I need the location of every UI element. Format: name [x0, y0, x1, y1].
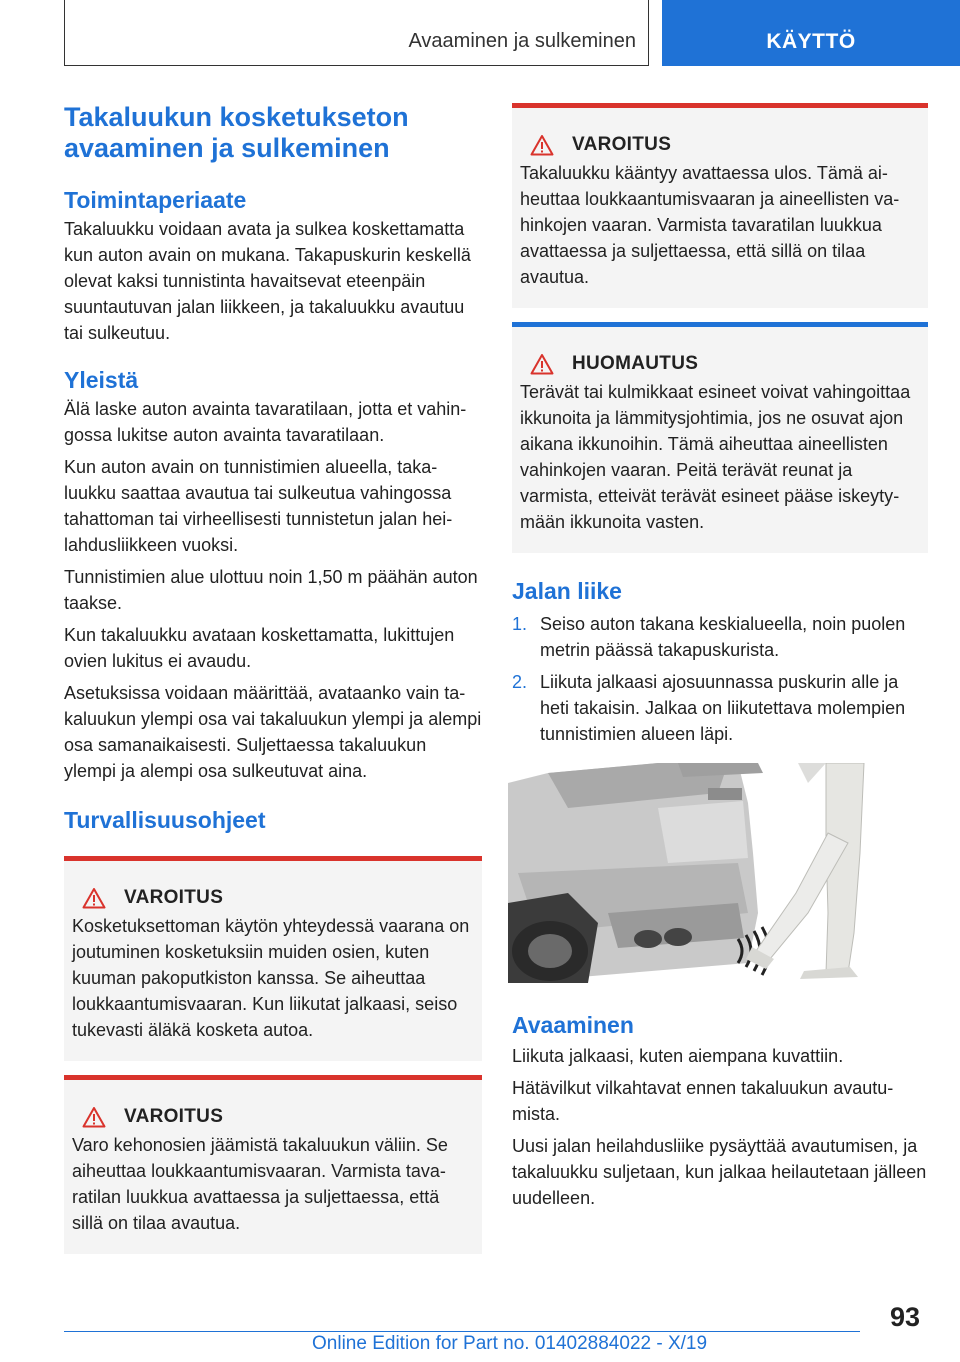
warning-triangle-icon — [530, 134, 554, 156]
opening-paragraph-1: Liikuta jalkaasi, kuten aiempana kuvattiin. — [512, 1046, 844, 1066]
warning-box-3-text: Takaluukku kääntyy avattaessa ulos. Tämä aiheuttaa loukkaantumisvaaran ja aineellisten vahinkojen vaaran. Varmista tavaratilan luukkua avattaessa ja suljettaessa, että sillä on tilaa avautua. — [520, 163, 900, 287]
right-column — [512, 103, 928, 1211]
principle-heading: Toimintaperiaate — [64, 187, 247, 213]
warning-box-1 — [64, 856, 482, 1061]
warning-box-1-title — [82, 887, 474, 909]
warning-box-3-title — [530, 134, 920, 156]
warning-triangle-icon — [82, 887, 106, 909]
opening-paragraph-2: Hätävilkut vilkahtavat ennen takaluukun avautumista. — [512, 1078, 894, 1124]
principle-text: Takaluukku voidaan avata ja sulkea koskettamatta kun auton avain on mukana. Takapuskurin keskellä olevat kaksi tunnistinta havaitsevat eteenpäin suuntautuvan jalan liikkeen, ja takaluukku avautuu tai sulkeutuu. — [64, 219, 471, 343]
notice-box-title — [530, 353, 920, 375]
main-title: Takaluukun kosketukseton avaaminen ja sulkeminen — [64, 102, 409, 163]
step-text: Liikuta jalkaasi ajosuunnassa puskurin alle ja heti takaisin. Jalkaa on liikutettava molempien tunnistimien alueen läpi. — [540, 672, 906, 744]
step-number: 1. — [512, 614, 528, 634]
general-paragraph-2: Kun auton avain on tunnistimien alueella, takaluukku saattaa avautua tai sulkeutua vahingossa tahattoman tai virheellisesti tunnistetun jalan heilahdusliikkeen vuoksi. — [64, 457, 453, 555]
header-section-box — [64, 0, 649, 66]
warning-box-2-title — [82, 1106, 474, 1128]
notice-box — [512, 322, 928, 553]
header-section-title: Avaaminen ja sulkeminen — [408, 30, 636, 52]
notice-box-label: HUOMAUTUS — [572, 353, 699, 374]
general-paragraph-4: Kun takaluukku avataan koskettamatta, lukittujen ovien lukitus ei avaudu. — [64, 625, 455, 671]
warning-box-3 — [512, 103, 928, 308]
page-number: 93 — [890, 1302, 921, 1332]
left-column — [64, 102, 482, 1254]
opening-heading: Avaaminen — [512, 1012, 634, 1038]
step-list — [512, 611, 928, 747]
general-paragraph-5: Asetuksissa voidaan määrittää, avataanko vain takaluukun ylempi osa vai takaluukun ylempi ja alempi osa samanaikaisesti. Suljettaessa takaluukun ylempi ja alempi osa sulkeutuvat aina. — [64, 683, 482, 781]
header-chapter-tab — [662, 0, 960, 66]
foot-movement-heading: Jalan liike — [512, 578, 622, 604]
header-chapter-label: KÄYTTÖ — [766, 30, 856, 53]
warning-box-1-text: Kosketuksettoman käytön yhteydessä vaarana on joutuminen kosketuksiin muiden osien, kuten kuuman pakoputkiston kanssa. Se aiheuttaa loukkaantumisvaaran. Kun liikutat jalkaasi, seiso tukevasti äläkä kosketa autoa. — [72, 916, 470, 1040]
notice-box-text: Terävät tai kulmikkaat esineet voivat vahingoittaa ikkunoita ja lämmitysjohtimia, jos ne osuvat ajon aikana ikkunoihin. Tämä aiheuttaa aineellisten vahinkojen vaaran. Peitä terävät reunat ja varmista, etteivät terävät esineet pääse iskeytymään ikkunoita vasten. — [520, 382, 911, 532]
step-number: 2. — [512, 672, 528, 692]
general-heading: Yleistä — [64, 367, 139, 393]
warning-box-2 — [64, 1075, 482, 1254]
footer-edition: Online Edition for Part no. 01402884022 - X/19 — [312, 1333, 708, 1354]
kick-sensor-illustration — [508, 763, 926, 983]
warning-triangle-icon — [530, 353, 554, 375]
step-item — [512, 669, 928, 747]
opening-paragraph-3: Uusi jalan heilahdusliike pysäyttää avautumisen, ja takaluukku suljetaan, kun jalkaa heilautetaan jälleen uudelleen. — [512, 1136, 927, 1208]
footer-divider — [64, 1331, 860, 1332]
warning-triangle-icon — [82, 1106, 106, 1128]
step-text: Seiso auton takana keskialueella, noin puolen metrin päässä takapuskurista. — [540, 614, 906, 660]
step-item — [512, 611, 928, 663]
general-paragraph-1: Älä laske auton avainta tavaratilaan, jotta et vahingossa lukitse auton avainta tavaratilaan. — [64, 399, 467, 445]
safety-heading: Turvallisuusohjeet — [64, 807, 266, 833]
warning-box-2-text: Varo kehonosien jäämistä takaluukun väliin. Se aiheuttaa loukkaantumisvaaran. Varmista tavaratilan luukkua avattaessa ja suljettaessa, että sillä on tilaa avautua. — [72, 1135, 448, 1233]
general-paragraph-3: Tunnistimien alue ulottuu noin 1,50 m päähän auton taakse. — [64, 567, 478, 613]
warning-box-3-label: VAROITUS — [572, 134, 672, 155]
warning-box-1-label: VAROITUS — [124, 887, 224, 908]
warning-box-2-label: VAROITUS — [124, 1106, 224, 1127]
